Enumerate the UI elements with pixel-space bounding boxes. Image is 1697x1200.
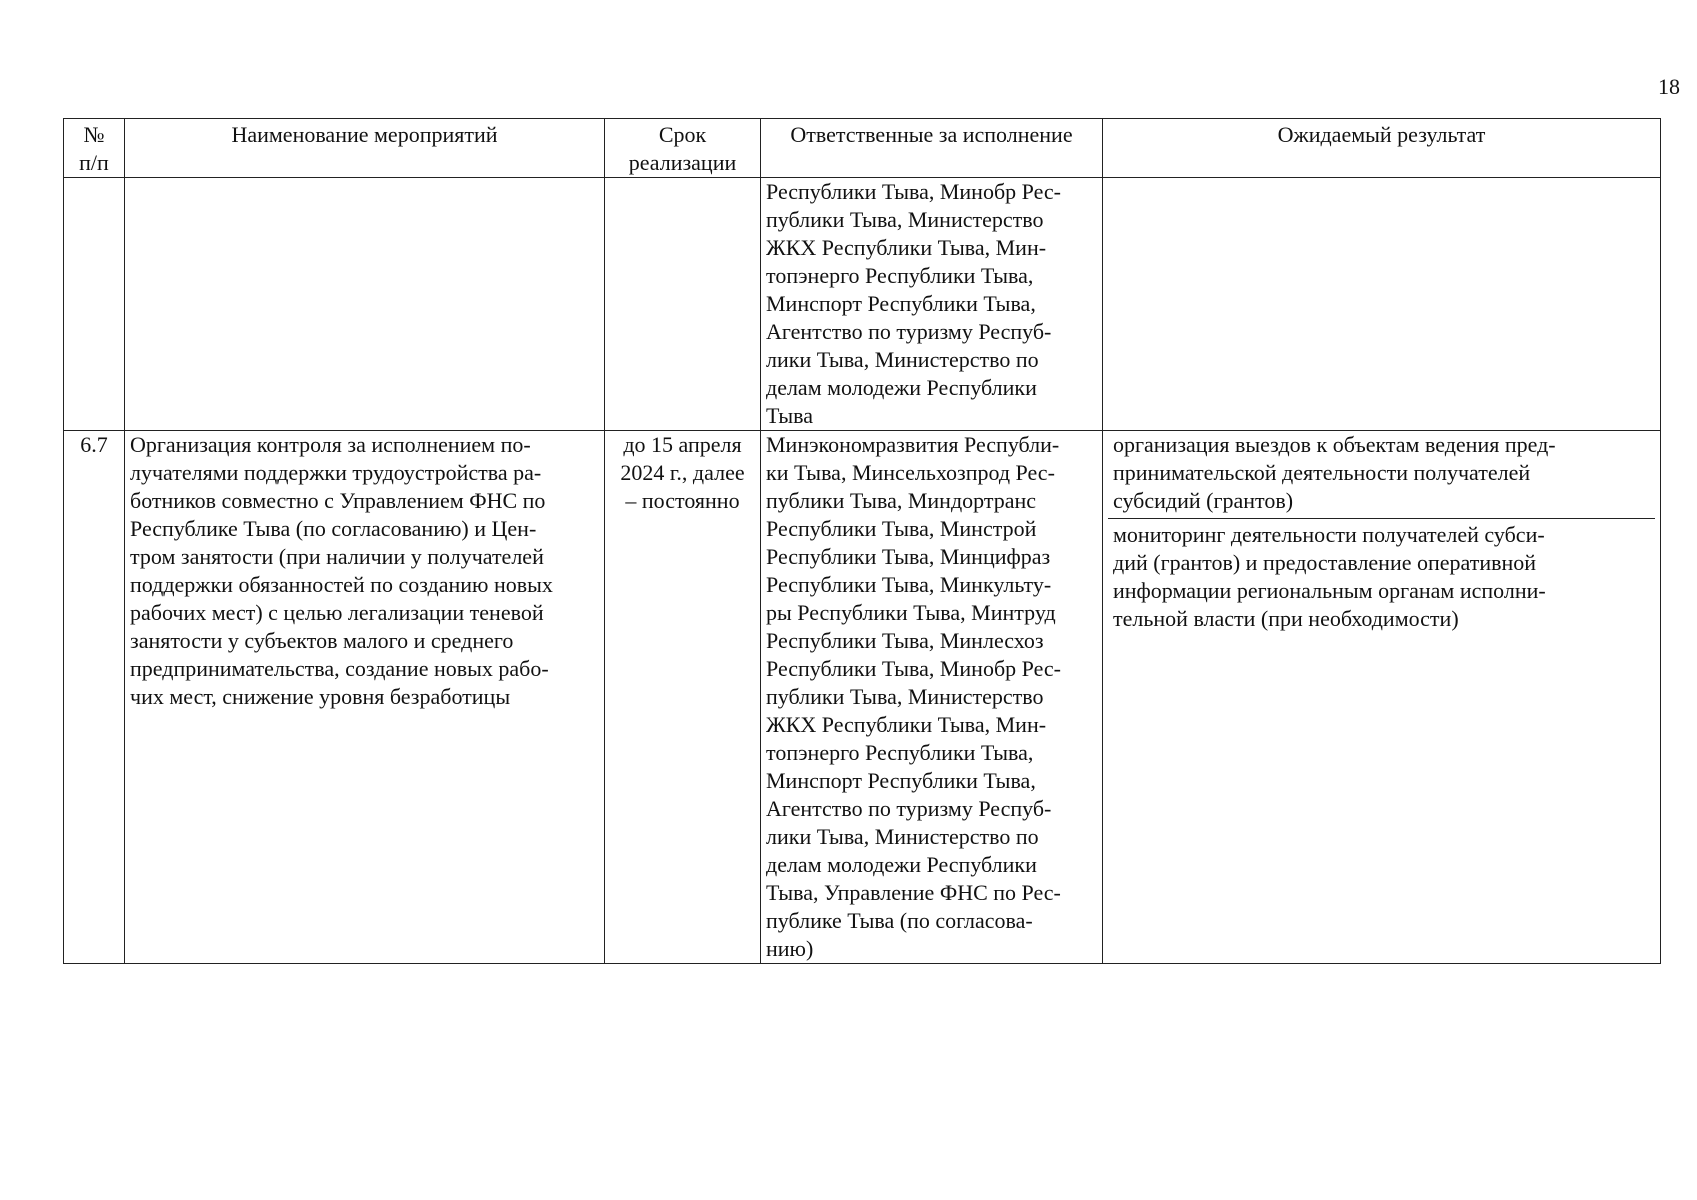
table-row	[64, 431, 1661, 964]
result-item: мониторинг деятельности получателей субси- дий (грантов) и предоставление оперативной информации региональным органам исполни- тельной власти (при необходимости)	[1108, 518, 1655, 633]
page-number: 18	[1658, 74, 1680, 99]
header-measure-name: Наименование мероприятий	[125, 119, 605, 178]
table-header	[64, 119, 1661, 178]
cell-term	[605, 178, 761, 431]
table-body	[64, 178, 1661, 964]
measures-table	[63, 118, 1661, 964]
cell-responsible: Минэкономразвития Республи- ки Тыва, Минсельхозпрод Рес- публики Тыва, Миндортранс Республики Тыва, Минстрой Республики Тыва, Минцифраз Республики Тыва, Минкульту- ры Республики Тыва, Минтруд Республики Тыва, Минлесхоз Республики Тыва, Минобр Рес- публики Тыва, Министерство ЖКХ Республики Тыва, Мин- топэнерго Республики Тыва, Минспорт Республики Тыва, Агентство по туризму Респуб- лики Тыва, Министерство по делам молодежи Республики Тыва, Управление ФНС по Рес- публике Тыва (по согласова- нию)	[761, 431, 1103, 964]
header-row	[64, 119, 1661, 178]
cell-number	[64, 178, 125, 431]
cell-measure-name: Организация контроля за исполнением по- лучателями поддержки трудоустройства ра- ботников совместно с Управлением ФНС по Республике Тыва (по согласованию) и Цен- тром занятости (при наличии у получателей поддержки обязанностей по созданию новых рабочих мест) с целью легализации теневой занятости у субъектов малого и среднего предпринимательства, создание новых рабо- чих мест, снижение уровня безработицы	[125, 431, 605, 964]
table-row-continuation	[64, 178, 1661, 431]
cell-measure-name	[125, 178, 605, 431]
header-responsible: Ответственные за исполнение	[761, 119, 1103, 178]
result-item: организация выездов к объектам ведения пред- принимательской деятельности получателей субсидий (грантов)	[1113, 432, 1556, 513]
cell-expected-result	[1103, 178, 1661, 431]
header-number: № п/п	[64, 119, 125, 178]
header-term: Срок реализации	[605, 119, 761, 178]
header-expected-result: Ожидаемый результат	[1103, 119, 1661, 178]
cell-expected-result	[1103, 431, 1661, 964]
cell-responsible: Республики Тыва, Минобр Рес- публики Тыва, Министерство ЖКХ Республики Тыва, Мин- топэнерго Республики Тыва, Минспорт Республики Тыва, Агентство по туризму Респуб- лики Тыва, Министерство по делам молодежи Республики Тыва	[761, 178, 1103, 431]
cell-number: 6.7	[64, 431, 125, 964]
cell-term: до 15 апреля 2024 г., далее – постоянно	[605, 431, 761, 964]
